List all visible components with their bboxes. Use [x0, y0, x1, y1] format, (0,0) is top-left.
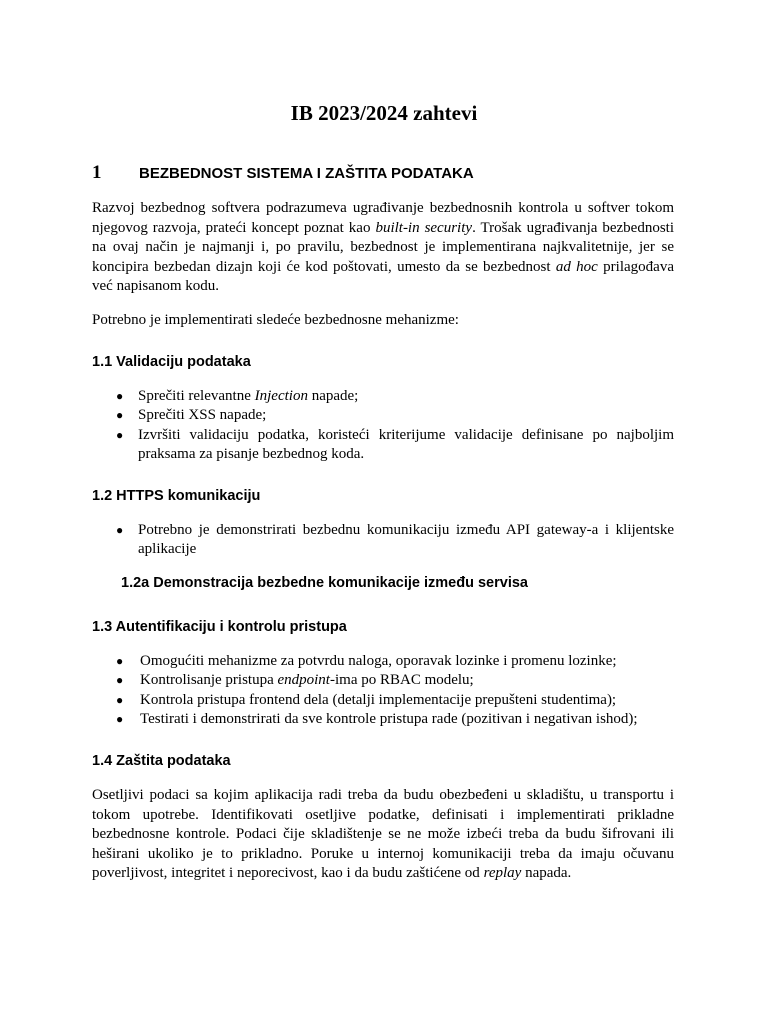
list-item: [113, 671, 674, 690]
bullet-icon: ●: [116, 523, 124, 537]
list-item-text: Izvršiti validaciju podatka, koristeći kriterijume validacije definisane po najboljim praksama za pisanje bezbednog koda.: [138, 426, 674, 463]
intro-italic-built-in-security: built-in security: [375, 219, 473, 236]
list-item: [113, 426, 674, 465]
bullet-icon: ●: [116, 692, 124, 707]
mechanisms-lead: Potrebno je implementirati sledeće bezbednosne mehanizme:: [92, 312, 459, 328]
section-1-2a-heading: 1.2a Demonstracija bezbedne komunikacije između servisa: [121, 575, 528, 591]
intro-italic-ad-hoc: ad hoc: [555, 258, 598, 275]
bullet-icon: ●: [116, 408, 124, 423]
bullet-icon: ●: [116, 712, 124, 727]
list-item: [113, 406, 674, 425]
data-protection-text-2: napada.: [521, 865, 572, 882]
data-protection-italic-replay: replay: [483, 865, 522, 882]
intro-text-1: Razvoj bezbednog softvera podrazumeva ugrađivanje bezbednosnih kontrola u softver tokom njegovog razvoja, prateći koncept poznat kao: [92, 200, 674, 236]
list-item-italic: Injection: [254, 388, 308, 404]
document-title: IB 2023/2024 zahtevi: [290, 101, 478, 125]
list-item-text: Omogućiti mehanizme za potvrdu naloga, oporavak lozinke i promenu lozinke;: [140, 653, 617, 669]
data-protection-paragraph: [92, 786, 674, 884]
list-item-text: Potrebno je demonstrirati bezbednu komunikaciju između API gateway-a i klijentske aplikacije: [138, 522, 674, 558]
section-1-number: 1: [92, 162, 102, 183]
section-1-2-heading: 1.2 HTTPS komunikaciju: [92, 488, 261, 504]
section-1-4-heading: 1.4 Zaštita podataka: [92, 753, 231, 769]
list-item: [113, 521, 674, 560]
bullet-icon: ●: [116, 673, 124, 688]
intro-paragraph: [92, 199, 674, 297]
bullet-icon: ●: [116, 389, 124, 403]
section-1-1-heading: 1.1 Validaciju podataka: [92, 354, 251, 370]
list-item: [113, 710, 674, 729]
list-item: [113, 652, 674, 671]
list-item-text: Testirati i demonstrirati da sve kontrole pristupa rade (pozitivan i negativan ishod);: [140, 711, 638, 728]
intro-text-3: prilagođava već napisanom kodu.: [92, 258, 674, 295]
bullet-icon: ●: [116, 427, 124, 442]
section-1-3-list: [113, 652, 674, 730]
section-1-2-list: [113, 521, 674, 560]
list-item: [113, 691, 674, 710]
intro-text-2: . Trošak ugrađivanja bezbednosti na ovaj način je najmanji i, po pravilu, bezbednost je implementirana najkvalitetnije, jer se koncipira bezbedan dizajn koji će kod poštovati, umesto da se bezbednost: [92, 219, 675, 275]
list-item: [113, 387, 674, 406]
bullet-icon: ●: [116, 654, 124, 668]
section-1-heading: [92, 162, 474, 184]
list-item-text: -ima po RBAC modelu;: [329, 672, 474, 689]
list-item-text: Kontrolisanje pristupa: [140, 672, 278, 689]
list-item-italic: endpoint: [277, 672, 330, 689]
list-item-text: Kontrola pristupa frontend dela (detalji implementacije prepušteni studentima);: [140, 691, 617, 708]
section-1-1-list: [113, 387, 674, 465]
section-1-3-heading: 1.3 Autentifikaciju i kontrolu pristupa: [92, 619, 347, 635]
list-item-text: Sprečiti relevantne: [138, 388, 255, 404]
data-protection-text-1: Osetljivi podaci sa kojim aplikacija radi treba da budu obezbeđeni u skladištu, u transportu i tokom upotrebe. Identifikovati osetljive podatke, definisati i implementirati prikladne bezbednosne kontrole. Podaci čije skladištenje se ne može izbeći treba da budu šifrovani ili heširani ukoliko je to prikladno. Poruke u internoj komunikaciji treba da imaju očuvanu poverljivost, integritet i neporecivost, kao i da budu zaštićene od: [92, 787, 674, 882]
list-item-text: Sprečiti XSS napade;: [138, 407, 267, 424]
list-item-text: napade;: [307, 388, 359, 404]
section-1-title: BEZBEDNOST SISTEMA I ZAŠTITA PODATAKA: [139, 165, 474, 182]
